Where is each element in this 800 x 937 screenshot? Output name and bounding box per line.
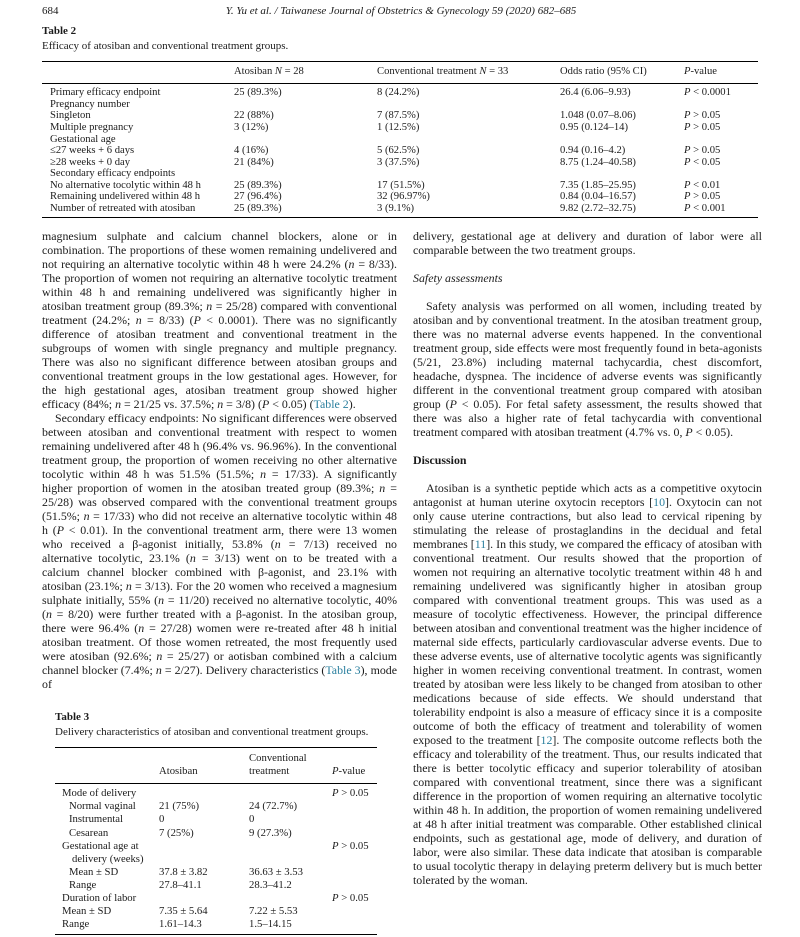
paragraph: delivery, gestational age at delivery and duration of labor were all comparable between the two treatment groups. bbox=[413, 229, 762, 257]
table-cell: 21 (75%) bbox=[159, 800, 200, 813]
table-cell bbox=[234, 99, 377, 111]
table2-label: Table 2 bbox=[42, 25, 77, 37]
table-row bbox=[42, 180, 758, 192]
citation-12-link[interactable]: 12 bbox=[540, 733, 553, 747]
row-label: Number of retreated with atosiban bbox=[50, 202, 196, 214]
table-cell: P > 0.05 bbox=[684, 191, 721, 203]
table-cell: 25 (89.3%) bbox=[234, 202, 282, 214]
table-cell: 1.048 (0.07–8.06) bbox=[560, 110, 636, 122]
column-header: P-value bbox=[332, 747, 377, 784]
table-cell: 1 (12.5%) bbox=[377, 122, 420, 134]
row-label: Primary efficacy endpoint bbox=[50, 87, 161, 99]
right-column bbox=[413, 229, 762, 935]
row-label: Duration of labor bbox=[62, 891, 137, 904]
table-cell: 3 (37.5%) bbox=[377, 156, 420, 168]
row-label: Range bbox=[69, 878, 97, 891]
column-header: Conventional treatment bbox=[249, 747, 332, 784]
column-header: P-value bbox=[684, 61, 758, 84]
row-label: Multiple pregnancy bbox=[50, 122, 134, 134]
table-cell: 8.75 (1.24–40.58) bbox=[560, 156, 636, 168]
table-cell bbox=[560, 99, 684, 111]
table2-caption bbox=[42, 24, 758, 54]
table-cell: 7.35 (1.85–25.95) bbox=[560, 179, 636, 191]
table-cell: 8 (24.2%) bbox=[377, 87, 420, 99]
table3-caption bbox=[55, 710, 377, 740]
row-label: Mean ± SD bbox=[69, 865, 119, 878]
table3-block bbox=[42, 710, 377, 935]
table-cell bbox=[234, 134, 377, 146]
table-cell: 21 (84%) bbox=[234, 156, 274, 168]
table-cell bbox=[159, 840, 249, 866]
table-cell: 0.94 (0.16–4.2) bbox=[560, 145, 626, 157]
table-row bbox=[55, 879, 377, 892]
row-label: Remaining undelivered within 48 h bbox=[50, 191, 201, 203]
table-cell bbox=[560, 134, 684, 146]
table-cell bbox=[159, 784, 249, 801]
table-row bbox=[55, 905, 377, 918]
citation-11-link[interactable]: 11 bbox=[474, 537, 487, 551]
table-cell: 0.95 (0.124–14) bbox=[560, 122, 628, 134]
table-cell: 9.82 (2.72–32.75) bbox=[560, 202, 636, 214]
table-cell: 17 (51.5%) bbox=[377, 179, 425, 191]
table3-label: Table 3 bbox=[55, 711, 90, 723]
table-cell bbox=[684, 168, 758, 180]
table-cell: 9 (27.3%) bbox=[249, 826, 292, 839]
table-cell: 0.84 (0.04–16.57) bbox=[560, 191, 636, 203]
column-header bbox=[55, 747, 159, 784]
table-row bbox=[55, 918, 377, 935]
table2-reference-link[interactable]: Table 2 bbox=[313, 397, 349, 411]
table-cell: 22 (88%) bbox=[234, 110, 274, 122]
table-cell: 27.8–41.1 bbox=[159, 878, 202, 891]
table-cell: P < 0.05 bbox=[684, 156, 721, 168]
running-head-title: Y. Yu et al. / Taiwanese Journal of Obstetrics & Gynecology 59 (2020) 682–685 bbox=[225, 5, 577, 17]
column-header: Atosiban N = 28 bbox=[234, 61, 377, 84]
table-row bbox=[55, 813, 377, 826]
table-cell: 7.22 ± 5.53 bbox=[249, 904, 298, 917]
efficacy-table bbox=[42, 61, 758, 219]
row-label: Instrumental bbox=[69, 813, 124, 826]
row-label: Pregnancy number bbox=[50, 98, 130, 110]
table-cell: P > 0.05 bbox=[684, 122, 721, 134]
table-row bbox=[42, 145, 758, 157]
table-cell: P > 0.05 bbox=[332, 839, 369, 852]
table-row bbox=[55, 892, 377, 905]
paragraph: magnesium sulphate and calcium channel blockers, alone or in combination. The proportions of these women remaining undelivered and not requiring an alternative tocolytic within 48 h were 24.2% (n = 8/33). The proportion of women not requiring an alternative tocolytic treatment within 48 h and remaining undelivered was significantly higher in atosiban treatment group (89.3%; n = 25/28) compared with conventional treatment (24.2%; n = 8/33) (P < 0.0001). There was no significantly difference of atosiban treatment and conventional treatment in the subgroups of women with single pregnancy and multiple pregnancy. There was also no significant difference between atosiban groups and conventional treatment groups in the low gestational ages. However, for the high gestational ages, atosiban treatment group showed higher efficacy (84%; n = 21/25 vs. 37.5%; n = 3/8) (P < 0.05) (Table 2). bbox=[42, 229, 397, 411]
column-header: Conventional treatment N = 33 bbox=[377, 61, 560, 84]
section-heading-safety-assessments: Safety assessments bbox=[413, 271, 503, 285]
table-cell bbox=[560, 168, 684, 180]
table2-block bbox=[42, 24, 758, 218]
table-cell bbox=[332, 918, 377, 935]
table-cell bbox=[377, 168, 560, 180]
row-label: Cesarean bbox=[69, 826, 109, 839]
row-label: Mode of delivery bbox=[62, 787, 137, 800]
row-label: ≤27 weeks + 6 days bbox=[50, 145, 135, 157]
paragraph: Secondary efficacy endpoints: No significant differences were observed between atosiban and conventional treatment with respect to women remaining undelivered after 48 h (96.4% vs. 96.96%). In the conventional treatment group, the proportion of women receiving no other alternative tocolytic within 48 h was 51.5% (51.5%; n = 17/33). A significantly higher proportion of women in the atosiban treated group (89.3%; n = 25/28) was observed compared with the conventional treatment groups (51.5%; n = 17/33) who did not receive an alternative tocolytic within 48 h (P < 0.01). In the conventional treatment arm, there were 13 women who received a β-agonist initially, 53.8% (n = 7/13) received no alternative tocolytic, 23.1% (n = 3/13) went on to be treated with a calcium channel blocker combined with β-agonist, and 23.1% with atosiban (23.1%; n = 3/13). For the 20 women who received a magnesium sulphate initially, 55% (n = 11/20) received no alternative tocolytic, 40% (n = 8/20) were further treated with a β-agonist. In the atosiban group, there were 96.4% (n = 27/28) women were re-treated after 48 h initial atosiban treatment. Of those women retreated, the most frequently used were atosiban (92.6%; n = 25/27) or aotisban combined with a calcium channel blocker (7.4%; n = 2/27). Delivery characteristics (Table 3), mode of bbox=[42, 411, 398, 691]
table-cell: 25 (89.3%) bbox=[234, 87, 282, 99]
table-cell: 0 bbox=[249, 813, 255, 826]
row-label: Gestational age bbox=[50, 133, 116, 145]
table-cell: 25 (89.3%) bbox=[234, 179, 282, 191]
table-cell: 3 (12%) bbox=[234, 122, 269, 134]
table3-reference-link[interactable]: Table 3 bbox=[325, 663, 361, 677]
table-cell: P > 0.05 bbox=[684, 110, 721, 122]
table-cell: 27 (96.4%) bbox=[234, 191, 282, 203]
table-cell bbox=[159, 892, 249, 905]
running-header bbox=[42, 5, 760, 18]
page-number: 684 bbox=[42, 5, 59, 17]
row-label: Range bbox=[62, 917, 90, 930]
table-cell: P < 0.0001 bbox=[684, 87, 731, 99]
row-label: Normal vaginal bbox=[69, 800, 136, 813]
table-cell: P < 0.001 bbox=[684, 202, 726, 214]
table-cell: 7 (25%) bbox=[159, 826, 194, 839]
table-cell: 0 bbox=[159, 813, 165, 826]
table-row bbox=[55, 800, 377, 813]
delivery-table bbox=[55, 747, 377, 935]
column-header: Odds ratio (95% CI) bbox=[560, 61, 684, 84]
row-label: No alternative tocolytic within 48 h bbox=[50, 179, 201, 191]
table-header-row bbox=[55, 747, 377, 784]
paragraph: Atosiban is a synthetic peptide which acts as a competitive oxytocin antagonist at human uterine oxytocin receptors [10]. Oxytocin can not only cause uterine contractions, but also lead to cervical ripening by stimulating the release of prostaglandins in the decidual and fetal membranes [11]. In this study, we compared the efficacy of atosiban with conventional treatment. Our results showed that the proportion of women not requiring an alternative tocolytic treatment within 48 h and remaining undelivered was significantly higher in atosiban group compared with conventional treatment groups. This was used as a measure of tocolytic effectiveness. However, the principal difference between atosiban and conventional treatment was the higher incidence of maternal side effects, particularly cardiovascular adverse events. Due to these adverse events, use of alternative tocolytic agents was significantly higher in women receiving conventional treatment. In contrast, women treated by atosiban were less likely to be changed from atosiban to other medications because of side effects. We should understand that tolerability endpoint is also a measure of efficacy since it is a composite outcome of both the efficacy of treatment and tolerability of women exposed to the treatment [12]. The composite outcome reflects both the efficacy and tolerability of the treatment. Thus, our results indicated that there is better tocolytic efficacy and superior tolerability of atosiban compared with conventional treatment, since there was a significant difference in the proportion of women requiring an alternative tocolytic within 48 h. In addition, the proportion of women remaining undelivered at 48 h after initial treatment was comparable. Other established clinical endpoints, such as gestational age, mode of delivery, and duration of labor, were also similar. These data indicate that atosiban is comparable to usual tocolytic therapy in delaying preterm delivery but is much better tolerated by the woman. bbox=[413, 481, 762, 887]
table-cell bbox=[332, 800, 377, 813]
table-cell: 37.8 ± 3.82 bbox=[159, 865, 208, 878]
table-row bbox=[55, 866, 377, 879]
row-label: Singleton bbox=[50, 110, 91, 122]
table-cell bbox=[377, 134, 560, 146]
table-cell bbox=[234, 168, 377, 180]
table-cell: 5 (62.5%) bbox=[377, 145, 420, 157]
table-cell bbox=[377, 99, 560, 111]
table-row bbox=[42, 157, 758, 169]
table-cell: 24 (72.7%) bbox=[249, 800, 298, 813]
table-cell bbox=[249, 784, 332, 801]
row-label: Secondary efficacy endpoints bbox=[50, 168, 176, 180]
column-header: Atosiban bbox=[159, 747, 249, 784]
table-cell: 1.5–14.15 bbox=[249, 917, 292, 930]
table-row bbox=[42, 191, 758, 203]
table-cell: 1.61–14.3 bbox=[159, 917, 202, 930]
row-label: ≥28 weeks + 0 day bbox=[50, 156, 131, 168]
table-row bbox=[55, 784, 377, 801]
column-header bbox=[42, 61, 234, 84]
row-label: Gestational age at delivery (weeks) bbox=[62, 839, 144, 865]
table-cell: P > 0.05 bbox=[332, 891, 369, 904]
table-cell bbox=[249, 892, 332, 905]
table3-caption-text: Delivery characteristics of atosiban and conventional treatment groups. bbox=[55, 725, 369, 738]
table-row bbox=[55, 840, 377, 866]
table-cell bbox=[249, 840, 332, 866]
table-cell bbox=[332, 813, 377, 826]
table-cell bbox=[332, 827, 377, 840]
table-cell: P > 0.05 bbox=[332, 787, 369, 800]
table-row bbox=[42, 122, 758, 134]
table-cell: P < 0.01 bbox=[684, 179, 721, 191]
table-cell: 26.4 (6.06–9.93) bbox=[560, 87, 631, 99]
table-cell bbox=[332, 866, 377, 879]
table-row bbox=[55, 827, 377, 840]
table-cell: 7 (87.5%) bbox=[377, 110, 420, 122]
table-cell bbox=[332, 905, 377, 918]
table-row bbox=[42, 110, 758, 122]
table-cell: 36.63 ± 3.53 bbox=[249, 865, 303, 878]
row-label: Mean ± SD bbox=[62, 904, 112, 917]
table-cell: P > 0.05 bbox=[684, 145, 721, 157]
body-columns bbox=[42, 229, 762, 935]
table-cell: 3 (9.1%) bbox=[377, 202, 415, 214]
table-row bbox=[42, 84, 758, 99]
table-cell bbox=[332, 879, 377, 892]
table-cell: 28.3–41.2 bbox=[249, 878, 292, 891]
table-cell: 32 (96.97%) bbox=[377, 191, 430, 203]
section-heading-discussion: Discussion bbox=[413, 453, 467, 467]
table-row bbox=[42, 203, 758, 218]
table-cell: 4 (16%) bbox=[234, 145, 269, 157]
table-row bbox=[42, 168, 758, 180]
table-cell bbox=[684, 134, 758, 146]
paragraph: Safety analysis was performed on all women, including treated by atosiban and by conventional treatment. In the atosiban treatment group, there was no maternal adverse events happened. In the conventional treatment group, side effects were most frequently found in beta-agonists (5/21, 23.8%) including maternal tachycardia, chest discomfort, headache, dyspnea. The incidence of adverse events was significantly different in the conventional treatment group compared with atosiban group (P < 0.05). For fetal safety assessment, the results showed that there was also a higher rate of fetal tachycardia with conventional treatment compared with atosiban treatment (4.7% vs. 0, P < 0.05). bbox=[413, 299, 762, 439]
table-row bbox=[42, 134, 758, 146]
table-cell bbox=[684, 99, 758, 111]
citation-10-link[interactable]: 10 bbox=[653, 495, 666, 509]
table-cell: 7.35 ± 5.64 bbox=[159, 904, 208, 917]
left-column bbox=[42, 229, 397, 935]
table2-caption-text: Efficacy of atosiban and conventional treatment groups. bbox=[42, 39, 289, 52]
table-row bbox=[42, 99, 758, 111]
table-header-row bbox=[42, 61, 758, 84]
